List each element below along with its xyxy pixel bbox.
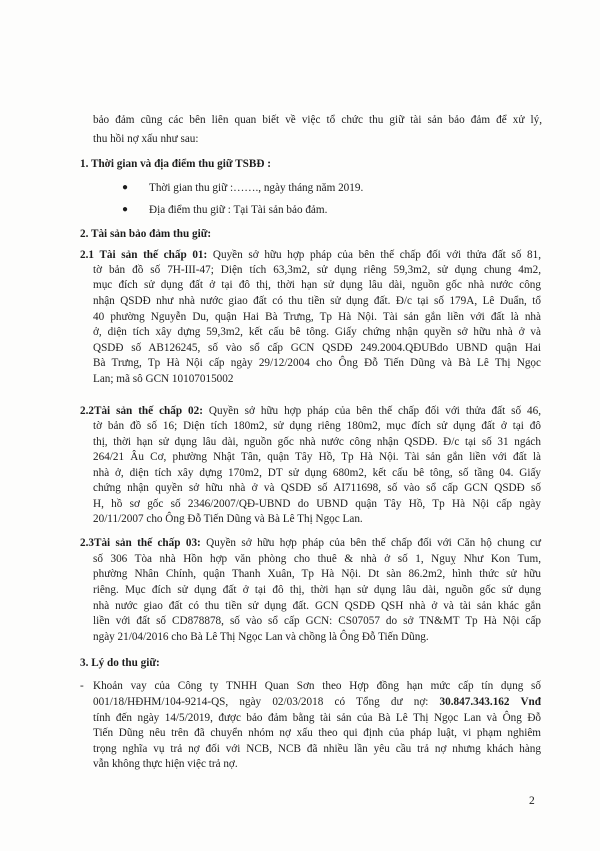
asset-1-label: 2.1 Tài sản thế chấp 01: (80, 249, 208, 261)
reason-line-2 (93, 695, 541, 709)
reason-line-5: trọng nghĩa vụ trả nợ đối với NCB, NCB đã nhiều lần yêu cầu trả nợ nhưng khách hàng (93, 743, 541, 755)
asset-1-line-1 (80, 248, 541, 262)
asset-2-line-5: nhà ở, diện tích xây dựng 170m2, DT sử dụng 680m2, kết cấu bê tông, số tầng 04. Giấy (93, 467, 541, 479)
reason-amount: 30.847.343.162 Vnđ (439, 696, 541, 708)
asset-3-text: Quyền sở hữu hợp pháp của bên thế chấp đối với Căn hộ chung cư (206, 537, 541, 549)
asset-2-line-4: 264/21 Âu Cơ, phường Nhật Tân, quận Tây Hồ, Tp Hà Nội. Tài sản gắn liền với đất là (93, 451, 541, 463)
asset-3-label: 2.3Tài sản thế chấp 03: (80, 537, 201, 549)
asset-2-line-2: tờ bản đồ số 16; Diện tích 180m2, sử dụng riêng 180m2, mục đích sử dụng đất ở tại đô (93, 420, 541, 432)
section-1-heading: 1. Thời gian và địa điểm thu giữ TSBĐ : (80, 158, 271, 170)
asset-1-line-2: tờ bản đồ số 7H-III-47; Diện tích 63,3m2, sử dụng riêng 59,3m2, sử dụng chung 4m2, (93, 264, 541, 276)
intro-line-1: bảo đảm cũng các bên liên quan biết về việc tổ chức thu giữ tài sản bảo đảm để xử lý, (93, 114, 542, 126)
bullet-icon: ● (122, 204, 129, 215)
asset-2-line-3: thị, thời hạn sử dụng lâu dài, nguồn gốc nhà nước công nhận QSDĐ. Đ/c tại số 31 ngách (93, 436, 541, 448)
section-1-time: Thời gian thu giữ :……., ngày tháng năm 2019. (149, 182, 364, 194)
reason-line-4: Tiến Dũng nêu trên đã chuyển nhóm nợ xấu theo qui định của pháp luật, vi phạm nghiêm (93, 727, 541, 739)
asset-2-line-1 (80, 404, 541, 418)
reason-line-6: vẫn không thực hiện việc trả nợ. (93, 758, 238, 770)
asset-2-line-7: H, hồ sơ gốc số 2346/2007/QĐ-UBND do UBND quận Tây Hồ, Tp Hà Nội cấp ngày (93, 498, 541, 510)
asset-3-line-6: liền với đất số CD878878, số vào sổ cấp GCN: CS07057 do sở TN&MT Tp Hà Nội cấp (93, 615, 541, 627)
asset-1-line-4: nhận QSDĐ như nhà nước giao đất có thu tiền sử dụng đất. Đ/c tại số 179A, Lê Duẩn, tổ (93, 295, 541, 307)
asset-1-line-9: Lan; mã sô GCN 10107015002 (93, 373, 234, 385)
section-1-place: Địa điểm thu giữ : Tại Tài sản bảo đảm. (149, 204, 328, 216)
asset-1-line-5: 40 phường Nguyễn Du, quận Hai Bà Trưng, Tp Hà Nội. Tài sản gắn liền với đất là nhà (93, 311, 541, 323)
dash-icon: - (80, 680, 84, 692)
asset-2-line-8: 20/11/2007 cho Ông Đỗ Tiến Dũng và Bà Lê Thị Ngọc Lan. (93, 513, 363, 525)
asset-2-label: 2.2Tài sản thế chấp 02: (80, 405, 203, 417)
section-2-heading: 2. Tài sản bảo đảm thu giữ: (80, 228, 212, 240)
asset-3-line-3: phường Nhân Chính, quận Thanh Xuân, Tp Hà Nội. Dt sàn 86.2m2, hình thức sử hữu (93, 568, 541, 580)
bullet-icon: ● (122, 182, 129, 193)
asset-3-line-4: riêng. Mục đích sử dụng đất ở tại đô thị, thời hạn sử dụng lâu dài, nguồn gốc sử dụng (93, 584, 541, 596)
asset-2-line-6: chứng nhận quyền sở hữu nhà ở và QSDĐ số AI711698, số vào sổ cấp GCN QSDĐ số (93, 482, 541, 494)
page-number: 2 (529, 795, 535, 807)
asset-1-line-7: QSDĐ số AB126245, số vào sổ cấp GCN QSDĐ 249.2004.QĐUBdo UBND quận Hai (93, 342, 541, 354)
asset-1-line-8: Bà Trưng, Tp Hà Nội cấp ngày 29/12/2004 cho Ông Đỗ Tiến Dũng và Bà Lê Thị Ngọc (93, 357, 541, 369)
asset-3-line-5: nhà nước giao đất có thu tiền sử dụng đất. GCN QSDĐ QSH nhà ở và tài sản khác gắn (93, 600, 541, 612)
asset-3-line-2: số 306 Tòa nhà Hồn hợp văn phòng cho thuê & nhà ở số 1, Nguỵ Như Kon Tum, (93, 553, 541, 565)
intro-line-2: thu hồi nợ xấu như sau: (93, 133, 199, 145)
reason-line-1: Khoản vay của Công ty TNHH Quan Sơn theo Hợp đồng hạn mức cấp tín dụng số (93, 680, 541, 692)
asset-3-line-7: ngày 21/04/2016 cho Bà Lê Thị Ngọc Lan và chồng là Ông Đỗ Tiến Dũng. (93, 631, 429, 643)
reason-line-3: tính đến ngày 14/5/2019, được bảo đảm bằng tài sản của Bà Lê Thị Ngọc Lan và Ông Đỗ (93, 712, 541, 724)
asset-1-text: Quyền sở hữu hợp pháp của bên thế chấp đối với thửa đất số 81, (212, 249, 542, 261)
reason-contract-text: 001/18/HĐHM/104-9214-QS, ngày 02/03/2018 có Tổng dư nợ: (93, 696, 440, 708)
section-3-heading: 3. Lý do thu giữ: (80, 657, 160, 669)
asset-1-line-3: mục đích sử dụng đất ở tại đô thị, thời hạn sử dụng lâu dài, nguồn gốc nhà nước công (93, 279, 541, 291)
asset-2-text: Quyền sở hữu hợp pháp của bên thế chấp đối với thửa đất số 46, (208, 405, 542, 417)
asset-3-line-1 (80, 536, 541, 550)
asset-1-line-6: ở, diện tích xây dựng 59,3m2, kết cấu bê tông. Giấy chứng nhận quyền sở hữu nhà ở và (93, 326, 541, 338)
